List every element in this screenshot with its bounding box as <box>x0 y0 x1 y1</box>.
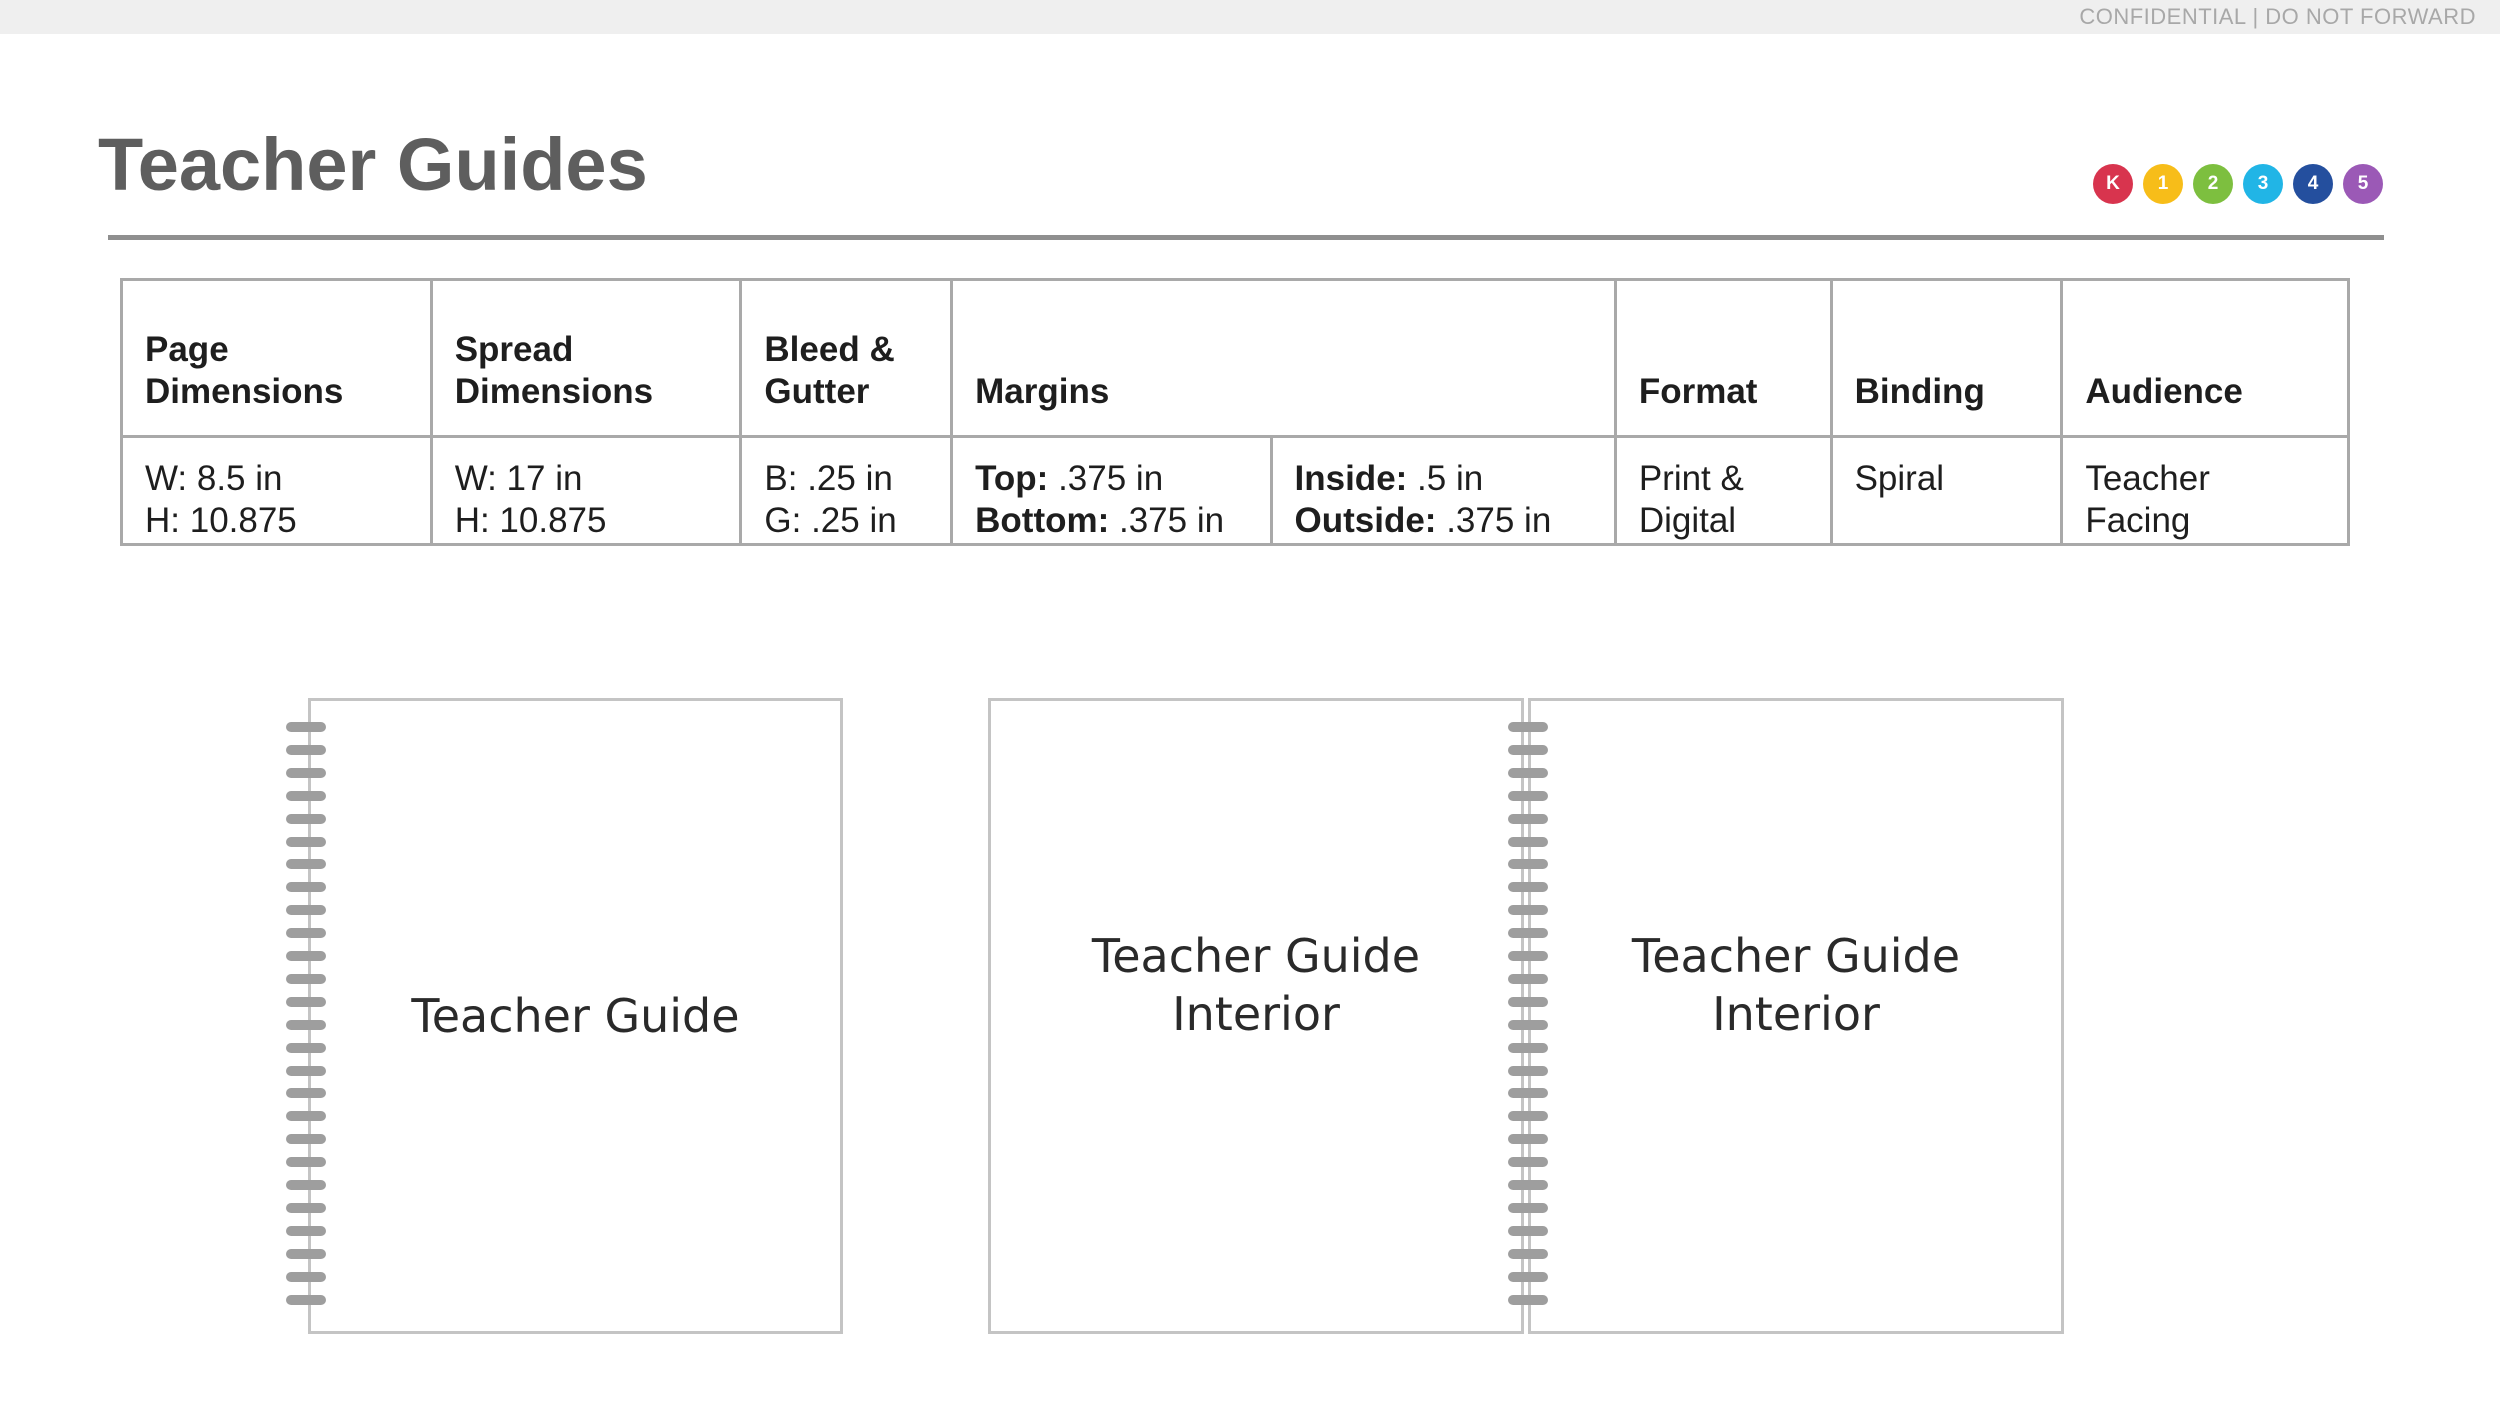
spread-right-page-mockup <box>1528 698 2064 1334</box>
title-divider <box>108 235 2384 240</box>
spiral-ring <box>1508 837 1548 847</box>
value-page-dimensions: W: 8.5 in H: 10.875 <box>122 437 432 545</box>
spiral-ring <box>1508 1203 1548 1213</box>
specs-value-row <box>122 437 2349 545</box>
grade-badge-k: K <box>2093 164 2133 204</box>
spiral-ring <box>1508 1226 1548 1236</box>
spiral-ring <box>286 951 326 961</box>
spiral-ring <box>286 1134 326 1144</box>
spiral-ring <box>286 905 326 915</box>
spiral-ring <box>286 1020 326 1030</box>
spiral-ring <box>286 859 326 869</box>
spiral-ring <box>1508 768 1548 778</box>
spiral-ring <box>1508 1272 1548 1282</box>
spiral-ring <box>1508 1180 1548 1190</box>
grade-badge-3: 3 <box>2243 164 2283 204</box>
header-audience: Audience <box>2062 280 2349 437</box>
spiral-ring <box>286 768 326 778</box>
header-binding: Binding <box>1831 280 2062 437</box>
spiral-ring <box>286 1203 326 1213</box>
grade-badge-5: 5 <box>2343 164 2383 204</box>
header-margins: Margins <box>952 280 1616 437</box>
spiral-ring <box>286 1088 326 1098</box>
spiral-ring <box>286 722 326 732</box>
value-audience: Teacher Facing <box>2062 437 2349 545</box>
spiral-ring <box>1508 974 1548 984</box>
spiral-ring <box>1508 814 1548 824</box>
spiral-ring <box>1508 1249 1548 1259</box>
spiral-ring <box>286 1180 326 1190</box>
spiral-ring <box>1508 722 1548 732</box>
spiral-ring <box>1508 1088 1548 1098</box>
spiral-ring <box>286 1295 326 1305</box>
spiral-ring <box>286 814 326 824</box>
spiral-ring <box>1508 1295 1548 1305</box>
spiral-ring <box>286 1272 326 1282</box>
spiral-ring <box>1508 1020 1548 1030</box>
spiral-ring <box>1508 745 1548 755</box>
spiral-ring <box>286 745 326 755</box>
spiral-ring <box>286 837 326 847</box>
spiral-ring <box>286 997 326 1007</box>
spiral-ring <box>1508 1134 1548 1144</box>
spiral-ring <box>286 1249 326 1259</box>
spiral-ring <box>1508 1157 1548 1167</box>
top-bar <box>0 0 2500 34</box>
spiral-ring <box>286 1043 326 1053</box>
spiral-ring <box>286 1111 326 1121</box>
grade-badges <box>2093 164 2383 204</box>
value-bleed-gutter: B: .25 in G: .25 in <box>741 437 952 545</box>
header-spread-dimensions: Spread Dimensions <box>431 280 741 437</box>
cover-page-mockup <box>308 698 843 1334</box>
specs-table <box>120 278 2350 546</box>
value-spread-dimensions: W: 17 in H: 10.875 <box>431 437 741 545</box>
spiral-ring <box>286 791 326 801</box>
spiral-ring <box>1508 928 1548 938</box>
spiral-ring <box>1508 882 1548 892</box>
spiral-ring <box>286 882 326 892</box>
grade-badge-2: 2 <box>2193 164 2233 204</box>
spiral-ring <box>1508 1043 1548 1053</box>
value-margins-inside-outside: Inside: .5 in Outside: .375 in <box>1271 437 1615 545</box>
grade-badge-1: 1 <box>2143 164 2183 204</box>
spread-spiral-binding <box>1508 722 1548 1312</box>
cover-spiral-binding <box>286 722 326 1312</box>
header-bleed-gutter: Bleed & Gutter <box>741 280 952 437</box>
spiral-ring <box>1508 951 1548 961</box>
spiral-ring <box>286 1157 326 1167</box>
spread-right-page-label: Teacher Guide Interior <box>1631 929 1961 1041</box>
spiral-ring <box>1508 791 1548 801</box>
header-page-dimensions: Page Dimensions <box>122 280 432 437</box>
page-title: Teacher Guides <box>98 123 648 206</box>
spread-left-page-label: Teacher Guide Interior <box>1091 929 1421 1041</box>
spiral-ring <box>1508 1111 1548 1121</box>
confidential-notice: CONFIDENTIAL | DO NOT FORWARD <box>2079 4 2476 29</box>
spiral-ring <box>286 974 326 984</box>
specs-header-row <box>122 280 2349 437</box>
cover-page-label: Teacher Guide <box>411 989 740 1043</box>
spiral-ring <box>286 928 326 938</box>
value-margins-top-bottom: Top: .375 in Bottom: .375 in <box>952 437 1271 545</box>
spiral-ring <box>1508 905 1548 915</box>
spiral-ring <box>286 1066 326 1076</box>
spiral-ring <box>1508 859 1548 869</box>
header-format: Format <box>1615 280 1831 437</box>
spread-left-page-mockup <box>988 698 1524 1334</box>
grade-badge-4: 4 <box>2293 164 2333 204</box>
spiral-ring <box>1508 1066 1548 1076</box>
spiral-ring <box>1508 997 1548 1007</box>
value-format: Print & Digital <box>1615 437 1831 545</box>
value-binding: Spiral <box>1831 437 2062 545</box>
spiral-ring <box>286 1226 326 1236</box>
